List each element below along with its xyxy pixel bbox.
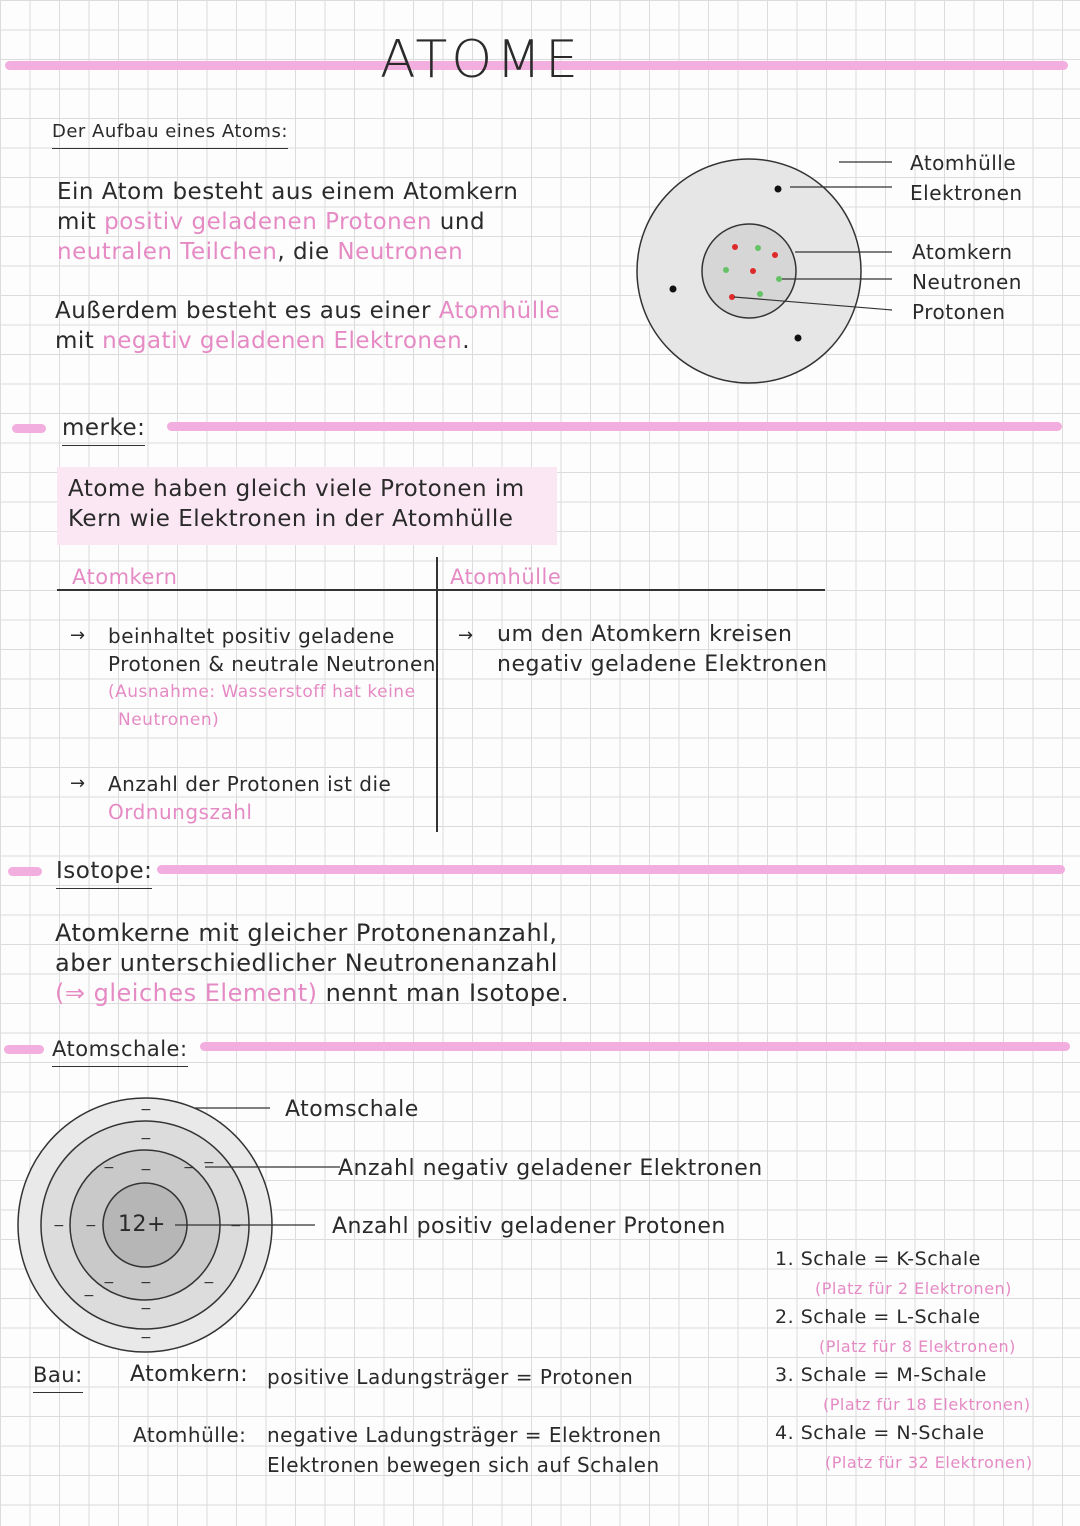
- merke-line: Kern wie Elektronen in der Atomhülle: [68, 506, 514, 532]
- merke-heading: merke:: [62, 413, 145, 446]
- neutron-dot: [723, 267, 729, 273]
- atomschale-bar-left: [4, 1045, 44, 1054]
- svg-text:−: −: [140, 1162, 152, 1178]
- atom-nucleus: [702, 224, 796, 318]
- table-divider-v: [436, 557, 438, 832]
- intro-paragraph-2: [55, 296, 560, 356]
- intro-line: mit positiv geladenen Protonen und: [57, 209, 486, 235]
- proton-dot: [732, 244, 738, 250]
- atomkern-item-2: Anzahl der Protonen ist die Ordnungszahl: [108, 772, 392, 824]
- svg-text:−: −: [183, 1160, 195, 1176]
- bau-heading: Bau:: [33, 1360, 83, 1393]
- nucleus-label: 12+: [118, 1212, 166, 1237]
- isotope-bar-left: [8, 867, 42, 876]
- table-arrow: →: [70, 625, 86, 646]
- table-arrow: →: [458, 625, 474, 646]
- isotope-bar-right: [157, 865, 1065, 874]
- atom-labels-bottom: [912, 237, 1022, 327]
- atomschale-heading: Atomschale:: [52, 1034, 188, 1067]
- atomschale-bar-right: [200, 1042, 1070, 1051]
- merke-text: [68, 474, 525, 534]
- atomhuelle-item-1: um den Atomkern kreisen negativ geladene Elektronen: [497, 622, 828, 677]
- label-protonen: Protonen: [912, 300, 1006, 324]
- table-header-atomhuelle: Atomhülle: [450, 565, 562, 589]
- bau-atomkern-label: Atomkern:: [130, 1362, 249, 1387]
- svg-text:−: −: [203, 1155, 215, 1171]
- label-protonen-anzahl: Anzahl positiv geladener Protonen: [332, 1214, 726, 1239]
- shell-note: (Platz für 18 Elektronen): [823, 1395, 1031, 1414]
- merke-line: Atome haben gleich viele Protonen im: [68, 476, 525, 502]
- electron-dot: [670, 286, 677, 293]
- label-atomkern: Atomkern: [912, 240, 1013, 264]
- shell-note: (Platz für 2 Elektronen): [815, 1279, 1012, 1298]
- atom-labels-top: [910, 148, 1023, 208]
- svg-text:−: −: [140, 1301, 152, 1317]
- intro-heading: Der Aufbau eines Atoms:: [52, 118, 288, 149]
- bau-atomhuelle-text: negative Ladungsträger = Elektronen Elektronen bewegen sich auf Schalen: [267, 1423, 662, 1477]
- neutron-dot: [776, 276, 782, 282]
- shell-item: 2. Schale = L-Schale: [775, 1306, 981, 1328]
- intro-line: mit negativ geladenen Elektronen.: [55, 328, 471, 354]
- merke-bar-left: [12, 424, 46, 433]
- label-atomschale: Atomschale: [285, 1097, 419, 1122]
- intro-line: neutralen Teilchen, die Neutronen: [57, 239, 464, 265]
- svg-text:−: −: [103, 1275, 115, 1291]
- svg-text:−: −: [230, 1218, 242, 1234]
- page-title: ATOME: [380, 30, 582, 90]
- shell-note: (Platz für 8 Elektronen): [819, 1337, 1016, 1356]
- shell-diagram: [15, 1095, 345, 1355]
- table-divider-h: [57, 589, 825, 591]
- label-atomhuelle: Atomhülle: [910, 151, 1017, 175]
- svg-text:−: −: [140, 1275, 152, 1291]
- intro-line: Außerdem besteht es aus einer Atomhülle: [55, 298, 561, 324]
- bau-atomkern-text: positive Ladungsträger = Protonen: [267, 1365, 634, 1389]
- isotope-text: Atomkerne mit gleicher Protonenanzahl, aber unterschiedlicher Neutronenanzahl (⇒ gleiches Element) nennt man Isotope.: [55, 919, 569, 1007]
- neutron-dot: [755, 245, 761, 251]
- svg-text:−: −: [53, 1218, 65, 1234]
- electron-dot: [775, 186, 782, 193]
- isotope-heading: Isotope:: [56, 856, 152, 889]
- shell-note: (Platz für 32 Elektronen): [825, 1453, 1033, 1472]
- electron-dot: [795, 335, 802, 342]
- svg-text:−: −: [103, 1160, 115, 1176]
- shell-item: 1. Schale = K-Schale: [775, 1248, 981, 1270]
- shell-item: 3. Schale = M-Schale: [775, 1364, 987, 1386]
- shell-item: 4. Schale = N-Schale: [775, 1422, 985, 1444]
- merke-bar-right: [167, 422, 1062, 431]
- shell-list: [775, 1245, 1033, 1477]
- intro-paragraph-1: [57, 177, 518, 267]
- svg-text:−: −: [140, 1131, 152, 1147]
- svg-text:−: −: [83, 1288, 95, 1304]
- neutron-dot: [757, 291, 763, 297]
- label-elektronen: Elektronen: [910, 181, 1023, 205]
- proton-dot: [750, 268, 756, 274]
- svg-text:−: −: [140, 1330, 152, 1346]
- table-header-atomkern: Atomkern: [72, 565, 178, 589]
- atomkern-item-1: beinhaltet positiv geladene Protonen & neutrale Neutronen (Ausnahme: Wasserstoff hat keine Neutronen): [108, 624, 436, 730]
- label-neutronen: Neutronen: [912, 270, 1022, 294]
- bau-atomhuelle-label: Atomhülle:: [133, 1423, 247, 1447]
- intro-line: Ein Atom besteht aus einem Atomkern: [57, 179, 519, 205]
- label-elektronen-anzahl: Anzahl negativ geladener Elektronen: [338, 1156, 763, 1181]
- proton-dot: [772, 252, 778, 258]
- svg-text:−: −: [203, 1275, 215, 1291]
- svg-text:−: −: [85, 1218, 97, 1234]
- table-arrow: →: [70, 773, 86, 794]
- svg-text:−: −: [140, 1102, 152, 1118]
